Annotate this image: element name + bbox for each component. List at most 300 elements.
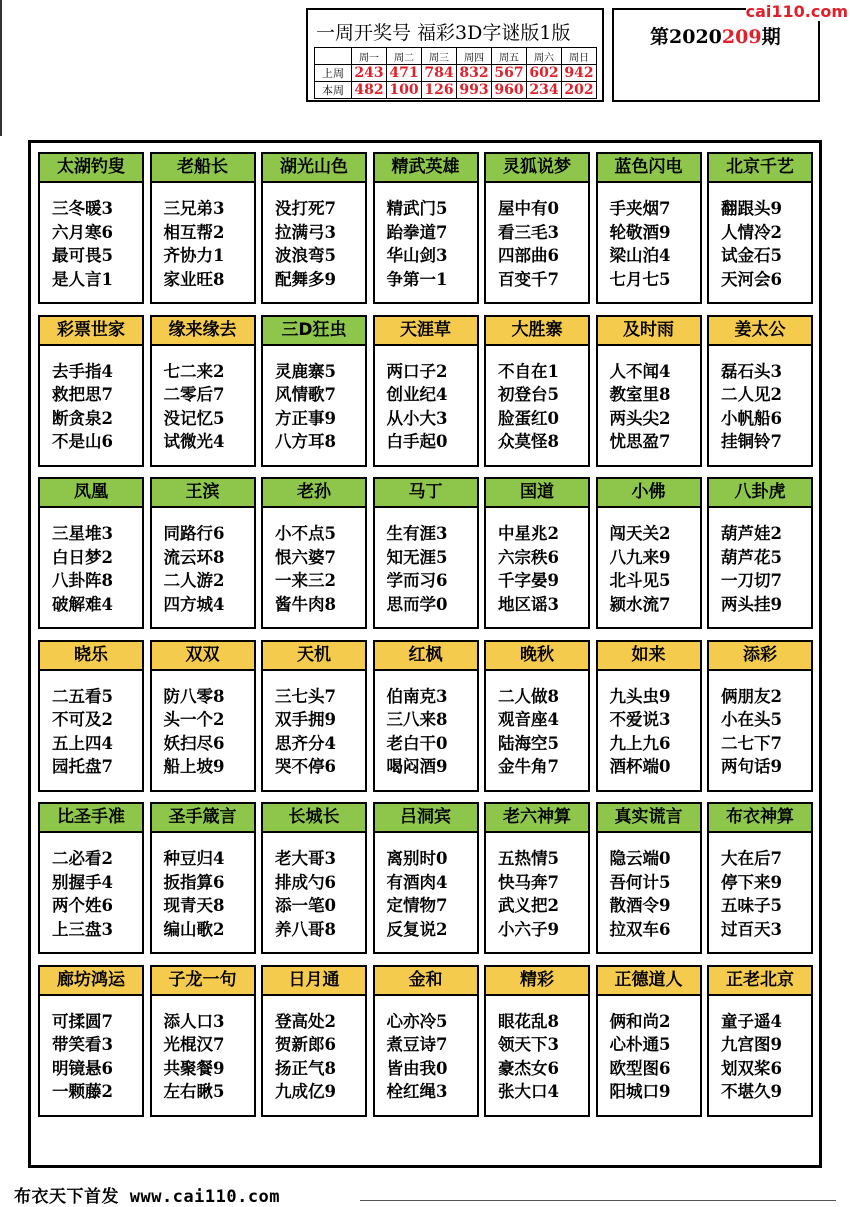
card-lines <box>375 833 477 941</box>
card-lines <box>486 508 588 616</box>
riddle-line: 别握手4 <box>52 872 113 892</box>
period-box <box>612 8 820 102</box>
riddle-line: 老白干0 <box>386 733 448 753</box>
riddle-card <box>261 152 367 304</box>
card-title: 长城长 <box>263 804 365 833</box>
riddle-line: 风情歌7 <box>275 385 336 404</box>
riddle-line: 一来三2 <box>275 571 336 590</box>
riddle-card <box>707 315 813 467</box>
riddle-line: 从小大3 <box>386 408 448 428</box>
riddle-line: 千字晏9 <box>498 571 559 590</box>
card-lines <box>40 183 142 291</box>
riddle-line: 地区谣3 <box>498 594 559 614</box>
riddle-line: 散酒令9 <box>609 896 671 915</box>
riddle-card <box>596 640 702 792</box>
riddle-line: 救把思7 <box>52 385 113 404</box>
riddle-line: 带笑看3 <box>52 1035 113 1054</box>
riddle-line: 小六子9 <box>498 919 559 939</box>
riddle-line: 轮敬酒9 <box>609 222 671 242</box>
draw-number: 993 <box>457 82 492 99</box>
card-title: 小佛 <box>598 479 700 508</box>
riddle-line: 九头虫9 <box>609 686 671 706</box>
riddle-line: 有酒肉4 <box>386 872 448 892</box>
riddle-card <box>261 477 367 629</box>
site-logo[interactable]: cai110.com <box>745 2 848 21</box>
riddle-line: 三八来8 <box>386 710 448 729</box>
riddle-line: 快马奔7 <box>498 872 559 892</box>
card-title: 缘来缘去 <box>152 317 254 346</box>
draw-number: 243 <box>352 65 387 82</box>
riddle-line: 童子遥4 <box>721 1011 782 1031</box>
riddle-line: 知无涯5 <box>386 547 448 567</box>
card-title: 精武英雄 <box>375 154 477 183</box>
day-label: 周一 <box>352 48 387 65</box>
riddle-line: 隐云端0 <box>609 849 671 868</box>
card-title: 太湖钓叟 <box>40 154 142 183</box>
riddle-line: 三冬暖3 <box>52 199 113 218</box>
riddle-card <box>373 802 479 954</box>
riddle-line: 百变千7 <box>498 269 559 289</box>
riddle-line: 妖扫尽6 <box>163 733 225 753</box>
riddle-line: 破解难4 <box>52 594 113 614</box>
riddle-card <box>373 315 479 467</box>
riddle-line: 最可畏5 <box>52 246 113 265</box>
riddle-line: 中星兆2 <box>498 524 559 543</box>
day-header-row <box>315 48 597 65</box>
riddle-line: 吾何计5 <box>609 872 671 892</box>
card-title: 天涯草 <box>375 317 477 346</box>
riddle-line: 共聚餐9 <box>163 1058 225 1078</box>
riddle-card <box>596 315 702 467</box>
card-title: 大胜寨 <box>486 317 588 346</box>
riddle-card <box>373 640 479 792</box>
card-lines <box>598 346 700 454</box>
riddle-card <box>484 640 590 792</box>
riddle-line: 葫芦花5 <box>721 547 782 567</box>
riddle-line: 欧型图6 <box>609 1058 671 1078</box>
card-lines <box>263 508 365 616</box>
card-lines <box>486 996 588 1104</box>
riddle-line: 精武门5 <box>386 199 448 218</box>
card-title: 国道 <box>486 479 588 508</box>
draw-number: 832 <box>457 65 492 82</box>
riddle-line: 两头尖2 <box>609 408 671 428</box>
card-title: 金和 <box>375 967 477 996</box>
riddle-line: 五味子5 <box>721 896 782 915</box>
riddle-line: 明镜悬6 <box>52 1058 113 1078</box>
riddle-line: 园托盘7 <box>52 757 113 776</box>
card-lines <box>40 833 142 941</box>
riddle-card <box>150 802 256 954</box>
draw-number: 234 <box>527 82 562 99</box>
riddle-card <box>707 477 813 629</box>
card-lines <box>40 996 142 1104</box>
card-lines <box>709 671 811 779</box>
riddle-line: 七二来2 <box>163 361 225 381</box>
riddle-line: 众莫怪8 <box>498 432 559 451</box>
riddle-line: 俩和尚2 <box>609 1011 671 1031</box>
riddle-line: 划双桨6 <box>721 1058 782 1078</box>
riddle-line: 种豆归4 <box>163 849 225 868</box>
card-title: 马丁 <box>375 479 477 508</box>
riddle-line: 家业旺8 <box>163 269 225 289</box>
riddle-line: 教室里8 <box>609 385 671 404</box>
card-lines <box>598 183 700 291</box>
riddle-line: 上三盘3 <box>52 919 113 939</box>
riddle-line: 北斗见5 <box>609 571 671 590</box>
riddle-card-grid <box>38 152 813 1117</box>
card-title: 比圣手准 <box>40 804 142 833</box>
riddle-card <box>596 477 702 629</box>
riddle-line: 二人见2 <box>721 385 782 404</box>
riddle-line: 两头挂9 <box>721 594 782 614</box>
this-week-row <box>315 82 597 99</box>
riddle-card <box>373 965 479 1117</box>
riddle-line: 白日梦2 <box>52 547 113 567</box>
riddle-line: 心亦冷5 <box>386 1011 448 1031</box>
card-lines <box>152 833 254 941</box>
card-title: 真实谎言 <box>598 804 700 833</box>
riddle-card <box>261 640 367 792</box>
card-lines <box>375 346 477 454</box>
riddle-line: 波浪弯5 <box>275 246 336 265</box>
riddle-line: 去手指4 <box>52 361 113 381</box>
riddle-card <box>484 315 590 467</box>
riddle-line: 梁山泊4 <box>609 246 671 265</box>
riddle-line: 两口子2 <box>386 361 448 381</box>
riddle-line: 葫芦娃2 <box>721 524 782 543</box>
riddle-card <box>261 315 367 467</box>
riddle-line: 翻跟头9 <box>721 199 782 218</box>
card-title: 湖光山色 <box>263 154 365 183</box>
riddle-line: 人情冷2 <box>721 222 782 242</box>
draw-number: 960 <box>492 82 527 99</box>
riddle-line: 二人做8 <box>498 686 559 706</box>
riddle-line: 两个姓6 <box>52 896 113 915</box>
riddle-card <box>150 152 256 304</box>
card-title: 日月通 <box>263 967 365 996</box>
draw-number: 126 <box>422 82 457 99</box>
draw-number: 784 <box>422 65 457 82</box>
riddle-card <box>373 152 479 304</box>
riddle-line: 没记忆5 <box>163 408 225 428</box>
card-title: 老孙 <box>263 479 365 508</box>
riddle-line: 光棍汉7 <box>163 1035 225 1054</box>
card-lines <box>709 183 811 291</box>
day-label: 周五 <box>492 48 527 65</box>
header-title: 一周开奖号 福彩3D字谜版1版 <box>316 22 571 44</box>
card-title: 蓝色闪电 <box>598 154 700 183</box>
riddle-line: 张大口4 <box>498 1082 559 1101</box>
riddle-line: 皆由我0 <box>386 1058 448 1078</box>
riddle-line: 停下来9 <box>721 872 782 892</box>
riddle-line: 贺新郎6 <box>275 1035 336 1054</box>
riddle-line: 三七头7 <box>275 686 336 706</box>
card-title: 天机 <box>263 642 365 671</box>
riddle-line: 人不闻4 <box>609 361 671 381</box>
riddle-line: 忧思盈7 <box>609 432 671 451</box>
riddle-line: 添人口3 <box>163 1011 225 1031</box>
card-lines <box>598 996 700 1104</box>
riddle-card <box>38 640 144 792</box>
riddle-line: 思而学0 <box>386 594 448 614</box>
riddle-line: 灵鹿寨5 <box>275 361 336 381</box>
riddle-line: 磊石头3 <box>721 361 782 381</box>
card-lines <box>263 671 365 779</box>
card-title: 及时雨 <box>598 317 700 346</box>
riddle-line: 八卦阵8 <box>52 571 113 590</box>
riddle-line: 初登台5 <box>498 385 559 404</box>
riddle-line: 喝闷酒9 <box>386 757 448 776</box>
riddle-line: 观音座4 <box>498 710 559 729</box>
riddle-line: 一刀切7 <box>721 571 782 590</box>
riddle-line: 二五看5 <box>52 686 113 706</box>
riddle-line: 酒杯端0 <box>609 757 671 776</box>
riddle-line: 拉满弓3 <box>275 222 336 242</box>
riddle-card <box>38 315 144 467</box>
card-title: 姜太公 <box>709 317 811 346</box>
card-title: 添彩 <box>709 642 811 671</box>
riddle-line: 四部曲6 <box>498 246 559 265</box>
riddle-line: 不自在1 <box>498 361 559 381</box>
draw-number: 602 <box>527 65 562 82</box>
riddle-line: 眼花乱8 <box>498 1011 559 1031</box>
riddle-line: 拉双车6 <box>609 919 671 939</box>
riddle-line: 二必看2 <box>52 849 113 868</box>
card-title: 老六神算 <box>486 804 588 833</box>
riddle-line: 挂铜铃7 <box>721 432 782 451</box>
card-title: 彩票世家 <box>40 317 142 346</box>
riddle-card <box>707 965 813 1117</box>
riddle-card <box>596 965 702 1117</box>
footer-text: 布衣天下首发 www.cai110.com <box>14 1187 281 1207</box>
riddle-line: 争第一1 <box>386 269 448 289</box>
riddle-line: 白手起0 <box>386 432 448 451</box>
riddle-line: 栓红绳3 <box>386 1082 448 1101</box>
card-lines <box>40 508 142 616</box>
riddle-line: 方正事9 <box>275 408 336 428</box>
card-lines <box>709 833 811 941</box>
riddle-line: 天河会6 <box>721 269 782 289</box>
riddle-card <box>484 477 590 629</box>
card-title: 老船长 <box>152 154 254 183</box>
riddle-line: 不可及2 <box>52 710 113 729</box>
riddle-card <box>261 802 367 954</box>
card-title: 晓乐 <box>40 642 142 671</box>
riddle-line: 没打死7 <box>275 199 336 218</box>
riddle-line: 试金石5 <box>721 246 782 265</box>
riddle-line: 九成亿9 <box>275 1082 336 1101</box>
riddle-line: 八九来9 <box>609 547 671 567</box>
riddle-line: 齐协力1 <box>163 246 225 265</box>
riddle-card <box>38 802 144 954</box>
riddle-line: 头一个2 <box>163 710 225 729</box>
riddle-line: 二人游2 <box>163 571 225 590</box>
riddle-line: 思齐分4 <box>275 733 336 753</box>
card-lines <box>709 996 811 1104</box>
card-lines <box>598 833 700 941</box>
riddle-card <box>150 315 256 467</box>
riddle-card <box>38 477 144 629</box>
left-edge-line <box>0 0 2 136</box>
card-lines <box>152 671 254 779</box>
riddle-line: 哭不停6 <box>275 757 336 776</box>
riddle-line: 煮豆诗7 <box>386 1035 448 1054</box>
riddle-line: 编山歌2 <box>163 919 225 939</box>
riddle-line: 九上九6 <box>609 733 671 753</box>
riddle-line: 华山剑3 <box>386 246 448 265</box>
riddle-line: 小帆船6 <box>721 408 782 428</box>
period-label <box>650 22 781 49</box>
riddle-card <box>484 152 590 304</box>
riddle-line: 二七下7 <box>721 733 782 753</box>
card-lines <box>152 346 254 454</box>
riddle-line: 八方耳8 <box>275 432 336 451</box>
card-lines <box>40 671 142 779</box>
card-title: 王滨 <box>152 479 254 508</box>
riddle-line: 现青天8 <box>163 896 225 915</box>
riddle-line: 定情物7 <box>386 896 448 915</box>
riddle-line: 金牛角7 <box>498 757 559 776</box>
riddle-line: 七月七5 <box>609 269 671 289</box>
draw-number: 100 <box>387 82 422 99</box>
riddle-card <box>150 477 256 629</box>
riddle-line: 船上坡9 <box>163 757 225 776</box>
day-label: 周三 <box>422 48 457 65</box>
card-lines <box>709 346 811 454</box>
card-lines <box>598 508 700 616</box>
card-lines <box>486 346 588 454</box>
riddle-line: 不爱说3 <box>609 710 671 729</box>
draw-number: 482 <box>352 82 387 99</box>
card-title: 圣手箴言 <box>152 804 254 833</box>
riddle-line: 俩朋友2 <box>721 686 782 706</box>
riddle-line: 生有涯3 <box>386 524 448 543</box>
riddle-line: 扬正气8 <box>275 1058 336 1078</box>
card-title: 八卦虎 <box>709 479 811 508</box>
riddle-line: 脸蛋红0 <box>498 408 559 428</box>
card-lines <box>598 671 700 779</box>
riddle-line: 大在后7 <box>721 849 782 868</box>
riddle-line: 不堪久9 <box>721 1082 782 1101</box>
riddle-card <box>707 802 813 954</box>
riddle-card <box>707 152 813 304</box>
day-label: 周四 <box>457 48 492 65</box>
riddle-line: 看三毛3 <box>498 222 559 242</box>
riddle-line: 恨六婆7 <box>275 547 336 567</box>
riddle-line: 配舞多9 <box>275 269 336 289</box>
riddle-line: 过百天3 <box>721 919 782 939</box>
riddle-line: 断贪泉2 <box>52 408 113 428</box>
card-lines <box>375 671 477 779</box>
riddle-line: 离别时0 <box>386 849 448 868</box>
card-title: 如来 <box>598 642 700 671</box>
riddle-line: 豪杰女6 <box>498 1058 559 1078</box>
riddle-line: 五上四4 <box>52 733 113 753</box>
riddle-line: 心朴通5 <box>609 1035 671 1054</box>
last-week-row <box>315 65 597 82</box>
riddle-line: 相互帮2 <box>163 222 225 242</box>
riddle-line: 领天下3 <box>498 1035 559 1054</box>
riddle-line: 试微光4 <box>163 432 225 451</box>
day-label: 周二 <box>387 48 422 65</box>
riddle-line: 九宫图9 <box>721 1035 782 1054</box>
weekly-draw-header <box>306 8 604 102</box>
riddle-line: 两句话9 <box>721 757 782 776</box>
card-lines <box>486 671 588 779</box>
riddle-line: 六宗秩6 <box>498 547 559 567</box>
card-lines <box>263 996 365 1104</box>
draw-number: 202 <box>562 82 597 99</box>
riddle-line: 养八哥8 <box>275 919 336 939</box>
riddle-line: 流云环8 <box>163 547 225 567</box>
card-lines <box>375 996 477 1104</box>
riddle-card <box>373 477 479 629</box>
draw-number: 567 <box>492 65 527 82</box>
riddle-line: 五热情5 <box>498 849 559 868</box>
riddle-card <box>596 152 702 304</box>
card-lines <box>152 996 254 1104</box>
card-title: 三D狂虫 <box>263 317 365 346</box>
riddle-line: 手夹烟7 <box>609 199 671 218</box>
riddle-line: 同路行6 <box>163 524 225 543</box>
card-lines <box>486 833 588 941</box>
riddle-line: 武义把2 <box>498 896 559 915</box>
riddle-line: 阳城口9 <box>609 1082 671 1101</box>
riddle-line: 不是山6 <box>52 432 113 451</box>
riddle-line: 颍水流7 <box>609 594 671 614</box>
riddle-line: 可揉圆7 <box>52 1011 113 1031</box>
row-label: 上周 <box>315 65 352 82</box>
riddle-card <box>484 802 590 954</box>
card-title: 精彩 <box>486 967 588 996</box>
riddle-card <box>596 802 702 954</box>
card-title: 双双 <box>152 642 254 671</box>
card-title: 正老北京 <box>709 967 811 996</box>
riddle-line: 左右瞅5 <box>163 1082 225 1101</box>
riddle-card <box>150 965 256 1117</box>
day-label: 周日 <box>562 48 597 65</box>
riddle-card <box>38 965 144 1117</box>
draw-number: 942 <box>562 65 597 82</box>
riddle-line: 闯天关2 <box>609 524 671 543</box>
card-title: 北京千艺 <box>709 154 811 183</box>
card-lines <box>263 183 365 291</box>
card-lines <box>375 183 477 291</box>
card-lines <box>263 346 365 454</box>
riddle-line: 老大哥3 <box>275 849 336 868</box>
period-suffix: 期 <box>761 26 781 48</box>
card-lines <box>40 346 142 454</box>
riddle-line: 小不点5 <box>275 524 336 543</box>
riddle-card <box>707 640 813 792</box>
card-title: 灵狐说梦 <box>486 154 588 183</box>
card-title: 正德道人 <box>598 967 700 996</box>
period-number: 209 <box>721 26 762 48</box>
card-lines <box>152 508 254 616</box>
riddle-line: 跆拳道7 <box>386 222 448 242</box>
card-lines <box>152 183 254 291</box>
riddle-line: 双手拥9 <box>275 710 336 729</box>
riddle-line: 六月寒6 <box>52 222 113 242</box>
riddle-line: 创业纪4 <box>386 385 448 404</box>
riddle-line: 三星堆3 <box>52 524 113 543</box>
riddle-line: 伯南克3 <box>386 686 448 706</box>
riddle-line: 扳指算6 <box>163 872 225 892</box>
riddle-line: 排成勺6 <box>275 872 336 892</box>
riddle-line: 陆海空5 <box>498 733 559 753</box>
footer-divider <box>360 1200 836 1201</box>
